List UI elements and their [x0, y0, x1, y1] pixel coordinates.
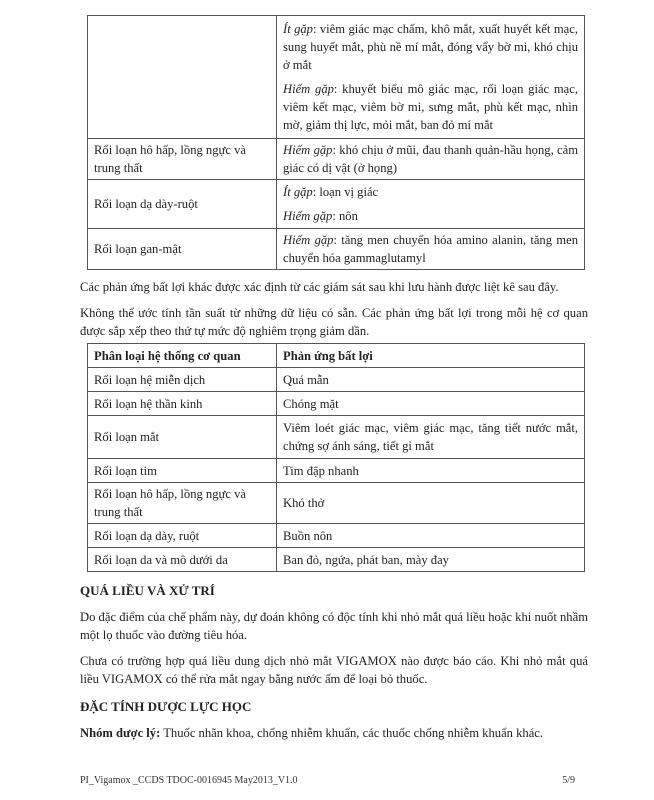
reaction-cell: Tim đập nhanh — [277, 459, 585, 483]
table-row — [88, 180, 585, 229]
organ-cell: Rối loạn hô hấp, lồng ngực và trung thất — [88, 139, 277, 180]
paragraph — [80, 724, 588, 742]
table-row — [88, 368, 585, 392]
paragraph: Các phản ứng bất lợi khác được xác định từ các giám sát sau khi lưu hành được liệt kê sau đây. — [80, 280, 559, 294]
frequency-label: Hiếm gặp — [283, 82, 334, 96]
reaction-cell: Viêm loét giác mạc, viêm giác mạc, tăng tiết nước mắt, chứng sợ ánh sáng, tiết gỉ mắt — [277, 416, 585, 459]
reaction-cell — [277, 139, 585, 180]
frequency-label: Ít gặp — [283, 185, 313, 199]
paragraph: Không thể ước tính tần suất từ những dữ liệu có sẵn. Các phản ứng bất lợi trong mỗi hệ cơ quan được sắp xếp theo thứ tự mức độ nghiêm trọng giảm dần. — [80, 306, 588, 338]
organ-cell: Rối loạn tim — [88, 459, 277, 483]
frequency-label: Hiếm gặp — [283, 143, 333, 157]
table-row — [88, 459, 585, 483]
page-number: 5/9 — [562, 775, 575, 786]
organ-cell: Rối loạn hô hấp, lồng ngực và trung thất — [88, 483, 277, 524]
reaction-cell: Chóng mặt — [277, 392, 585, 416]
adverse-reactions-table-postmarketing — [87, 343, 585, 572]
section-heading-pharmacodynamics: ĐẶC TÍNH DƯỢC LỰC HỌC — [80, 699, 252, 714]
table-row — [88, 483, 585, 524]
organ-cell: Rối loạn gan-mật — [88, 229, 277, 270]
reaction-cell — [277, 180, 585, 229]
table-row — [88, 392, 585, 416]
pharmacological-group-label: Nhóm dược lý: — [80, 726, 161, 740]
document-page — [80, 15, 588, 742]
organ-cell: Rối loạn dạ dày, ruột — [88, 524, 277, 548]
adverse-reactions-table-frequency — [87, 15, 585, 270]
table-row — [88, 229, 585, 270]
frequency-label: Ít gặp — [283, 22, 313, 36]
frequency-label: Hiếm gặp — [283, 233, 334, 247]
reaction-cell: Ban đỏ, ngứa, phát ban, mày đay — [277, 548, 585, 572]
reaction-cell — [277, 229, 585, 270]
reaction-cell: Quá mẫn — [277, 368, 585, 392]
reaction-text: : tăng men chuyển hóa amino alanin, tăng men chuyển hóa gammaglutamyl — [283, 233, 578, 265]
table-row — [88, 16, 585, 139]
reaction-text: : viêm giác mạc chấm, khô mắt, xuất huyết kết mạc, sung huyết mắt, phù nề mí mắt, đóng vẩy bờ mi, khó chịu ở mắt — [283, 22, 579, 72]
organ-cell — [88, 16, 277, 139]
reaction-text: : loạn vị giác — [312, 185, 379, 199]
page-footer — [80, 775, 575, 786]
document-id: PI_Vigamox _CCDS TDOC-0016945 May2013_V1.0 — [80, 775, 298, 786]
section-heading-overdose: QUÁ LIỀU VÀ XỬ TRÍ — [80, 583, 215, 598]
table-row — [88, 548, 585, 572]
table-row — [88, 524, 585, 548]
table-row — [88, 416, 585, 459]
organ-cell: Rối loạn mắt — [88, 416, 277, 459]
frequency-label: Hiếm gặp — [283, 209, 333, 223]
column-header: Phân loại hệ thống cơ quan — [88, 344, 277, 368]
reaction-text: : nôn — [332, 209, 358, 223]
reaction-cell — [277, 16, 585, 139]
reaction-cell: Khó thở — [277, 483, 585, 524]
organ-cell: Rối loạn hệ miễn dịch — [88, 368, 277, 392]
pharmacological-group-text: Thuốc nhãn khoa, chống nhiễm khuẩn, các thuốc chống nhiễm khuẩn khác. — [160, 726, 544, 740]
paragraph: Chưa có trường hợp quá liều dung dịch nhỏ mắt VIGAMOX nào được báo cáo. Khi nhỏ mắt quá liều VIGAMOX có thể rửa mắt ngay bằng nước ấm để loại bỏ thuốc. — [80, 654, 588, 686]
reaction-text: : khuyết biểu mô giác mạc, rối loạn giác mạc, viêm kết mạc, viêm bờ mi, sưng mắt, phù kết mạc, nhìn mờ, giảm thị lực, mỏi mắt, ban đỏ mí mắt — [283, 82, 578, 132]
reaction-cell: Buồn nôn — [277, 524, 585, 548]
table-header-row — [88, 344, 585, 368]
organ-cell: Rối loạn da và mô dưới da — [88, 548, 277, 572]
table-row — [88, 139, 585, 180]
organ-cell: Rối loạn dạ dày-ruột — [88, 180, 277, 229]
organ-cell: Rối loạn hệ thần kinh — [88, 392, 277, 416]
reaction-text: : khó chịu ở mũi, đau thanh quản-hầu họng, cảm giác có dị vật (ở họng) — [283, 143, 579, 175]
paragraph: Do đặc điểm của chế phẩm này, dự đoán không có độc tính khi nhỏ mắt quá liều hoặc khi nuốt nhầm một lọ thuốc vào đường tiêu hóa. — [80, 610, 588, 642]
column-header: Phản ứng bất lợi — [277, 344, 585, 368]
